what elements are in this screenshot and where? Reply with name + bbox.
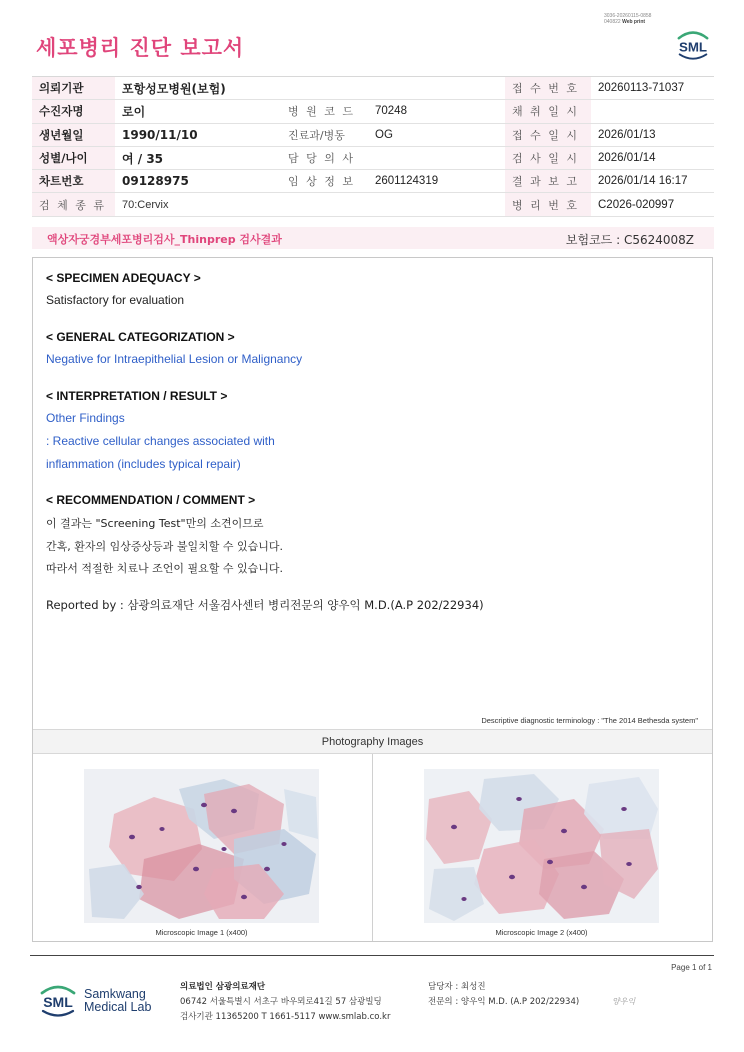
document-code [604,13,651,25]
photo-divider [372,754,373,941]
microscopic-image-1 [84,769,319,923]
hospital-code-label: 병 원 코 드 [281,100,368,123]
pathology-number-value: C2026-020997 [591,193,714,216]
result-report-value: 2026/01/14 16:17 [591,170,714,193]
clinical-info-label: 임 상 정 보 [281,170,368,193]
info-row [32,77,714,100]
specimen-adequacy-text: Satisfactory for evaluation [46,293,185,307]
organization-address: 06742 서울특별시 서초구 바우뫼로41길 57 삼광빌딩 [180,997,382,1007]
patient-name-value: 로이 [115,100,281,123]
test-date-value: 2026/01/14 [591,146,714,169]
microscopic-image-2-caption: Microscopic Image 2 (x400) [495,928,588,937]
patient-name-label: 수진자명 [32,100,115,123]
receipt-date-label: 접 수 일 시 [505,123,591,146]
info-row [32,146,714,169]
collection-date-value [591,100,714,123]
test-name: 액상자궁경부세포병리검사_Thinprep 검사결과 [47,233,282,246]
organization-contact: 검사기관 11365200 T 1661-5117 www.smlab.co.kr [180,1012,391,1022]
result-report-label: 결 과 보 고 [505,170,591,193]
interpretation-line: inflammation (includes typical repair) [46,457,241,471]
info-row [32,123,714,146]
microscopic-image-1-caption: Microscopic Image 1 (x400) [155,928,248,937]
clinical-info-value: 2601124319 [368,170,505,193]
footer-divider [30,955,714,956]
terminology-note: Descriptive diagnostic terminology : "The 2014 Bethesda system" [481,716,698,725]
pathologist-signature: 양우익 [612,997,636,1006]
staff-in-charge: 담당자 : 최성진 [428,982,486,992]
sml-logo-text: SML [678,39,708,55]
recommendation-line: 이 결과는 "Screening Test"만의 소견이므로 [46,517,264,530]
interpretation-line: : Reactive cellular changes associated with [46,434,275,448]
receipt-number-value: 20260113-71037 [591,77,714,100]
document-code-number: 040822 [604,19,621,25]
photo-section-heading: Photography Images [33,729,712,754]
document-code-line1: 3036-20260115-0858 [604,13,652,19]
pathology-number-label: 병 리 번 호 [505,193,591,216]
samkwang-logo-icon [36,979,80,1019]
requesting-institution-value: 포항성모병원(보험) [115,77,505,100]
samkwang-logo-text: SML [43,994,73,1010]
sex-age-value: 여 / 35 [115,146,281,169]
birth-date-label: 생년월일 [32,123,115,146]
brand-line1: Samkwang [84,987,146,1001]
specimen-type-value: 70:Cervix [115,193,505,216]
interpretation-line: Other Findings [46,411,125,425]
recommendation-heading: < RECOMMENDATION / COMMENT > [46,493,256,507]
chart-number-label: 차트번호 [32,170,115,193]
reported-by: Reported by : 삼광의료재단 서울검사센터 병리전문의 양우익 M.D.(A.P 202/22934) [46,598,484,612]
info-row [32,193,714,216]
info-row [32,170,714,193]
department-value: OG [368,123,505,146]
requesting-institution-label: 의뢰기관 [32,77,115,100]
brand-name [84,988,151,1014]
pathologist: 전문의 : 양우익 M.D. (A.P 202/22934) [428,997,580,1007]
microscopic-image-2 [424,769,659,923]
recommendation-line: 간혹, 환자의 임상증상등과 불일치할 수 있습니다. [46,540,283,553]
general-categorization-heading: < GENERAL CATEGORIZATION > [46,330,235,344]
specimen-type-label: 검 체 종 류 [32,193,115,216]
birth-date-value: 1990/11/10 [115,123,281,146]
sml-logo-icon [672,24,714,62]
department-label: 진료과/병동 [281,123,368,146]
collection-date-label: 채 취 일 시 [505,100,591,123]
test-date-label: 검 사 일 시 [505,146,591,169]
receipt-number-label: 접 수 번 호 [505,77,591,100]
page-number: Page 1 of 1 [671,963,712,972]
document-code-line2 [604,19,651,25]
attending-doctor-value [368,146,505,169]
patient-info-table [32,76,714,217]
test-name-bar [32,227,714,249]
info-row [32,100,714,123]
page-title: 세포병리 진단 보고서 [36,36,245,60]
insurance-code: 보험코드 : C5624008Z [565,233,694,247]
receipt-date-value: 2026/01/13 [591,123,714,146]
organization-name: 의료법인 삼광의료재단 [180,982,266,992]
hospital-code-value: 70248 [368,100,505,123]
brand-line2: Medical Lab [84,1000,152,1014]
result-box [32,257,713,942]
general-categorization-text: Negative for Intraepithelial Lesion or Malignancy [46,352,303,366]
recommendation-line: 따라서 적절한 치료나 조언이 필요할 수 있습니다. [46,562,283,575]
specimen-adequacy-heading: < SPECIMEN ADEQUACY > [46,271,201,285]
attending-doctor-label: 담 당 의 사 [281,146,368,169]
web-print-label: Web print [622,19,646,25]
sex-age-label: 성별/나이 [32,146,115,169]
chart-number-value: 09128975 [115,170,281,193]
interpretation-heading: < INTERPRETATION / RESULT > [46,389,228,403]
